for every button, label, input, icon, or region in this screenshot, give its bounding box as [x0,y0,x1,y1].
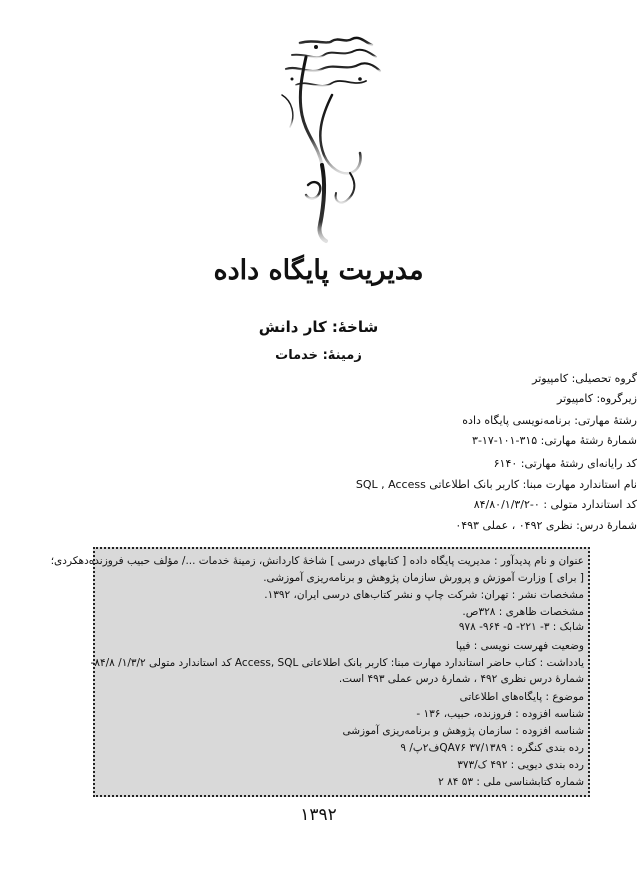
cip-title-author-cont: [ برای ] وزارت آموزش و پرورش سازمان پژوهش و برنامه‌ریزی آموزشی. [263,572,584,584]
cip-lc-classification: رده بندی کنگره : ۱۳۸۹/QA۷۶ ۳۷ف۲پ/ ۹ [400,742,584,754]
cataloging-in-publication-box [50,547,590,797]
cip-cataloging-status: وضعیت فهرست نویسی : فیپا [455,640,584,652]
standard-code: کد استاندارد متولی : ۰-۸۴/۸۰/۱/۳/۲ [473,498,637,511]
cip-isbn: شابک : ۳- ۲۲۱- ۵- ۹۶۴- ۹۷۸ [458,621,584,633]
cip-title-author: عنوان و نام پدیدآور : مدیریت پایگاه داده [ کتابهای درسی ] شاخهٔ کاردانش، زمینهٔ خدمات .../ مؤلف حبیب فروزنده‌دهکردی؛ [50,555,584,567]
cip-added-entry-org: شناسه افزوده : سازمان پژوهش و برنامه‌ریزی آموزشی [342,725,584,737]
cip-subject: موضوع : پایگاه‌های اطلاعاتی [459,691,584,703]
study-group: گروه تحصیلی: کامپیوتر [532,372,637,385]
skill-major: رشتهٔ مهارتی: برنامه‌نویسی پایگاه داده [462,414,637,427]
cip-physical-desc: مشخصات ظاهری : ۳۲۸ص. [462,606,584,618]
subgroup: زیرگروه: کامپیوتر [557,392,637,405]
field-line: زمینهٔ: خدمات [275,348,362,363]
book-title: مدیریت پایگاه داده [213,255,424,286]
cip-national-bib-number: شماره کتابشناسی ملی : ۵۳ ۸۴ ۲ [438,776,584,788]
standard-name: نام استاندارد مهارت مبنا: کاربر بانک اطلاعاتی SQL , Access [355,478,637,491]
cip-note: یادداشت : کتاب حاضر استاندارد مهارت مبنا: کاربر بانک اطلاعاتی Access, SQL کد استاندارد متولی ۱/۳/۲/ ۸۴/۸- [90,657,584,669]
cip-added-entry-author: شناسه افزوده : فروزنده، حبیب، ۱۳۶ - [416,708,584,720]
branch-line: شاخهٔ: کار دانش [258,318,379,336]
publication-year: ۱۳۹۲ [300,805,337,825]
cip-publication: مشخصات نشر : تهران: شرکت چاپ و نشر کتاب‌های درسی ایران، ۱۳۹۲. [264,589,584,601]
cip-dewey-classification: رده بندی دیویی : ۴۹۲ ک/۳۷۳ [457,759,584,771]
basmala-calligraphy-logo [262,35,392,245]
course-number: شمارهٔ درس: نظری ۰۴۹۲ ، عملی ۰۴۹۳ [455,519,637,532]
skill-major-number: شمارهٔ رشتهٔ مهارتی: ۳۱۵-۱۰۱-۱۷-۳ [472,434,637,447]
cip-note-cont: شمارهٔ درس نظری ۴۹۲ ، شمارهٔ درس عملی ۴۹۳ است. [338,673,584,685]
skill-computer-code: کد رایانه‌ای رشتهٔ مهارتی: ۶۱۴۰ [493,457,637,470]
